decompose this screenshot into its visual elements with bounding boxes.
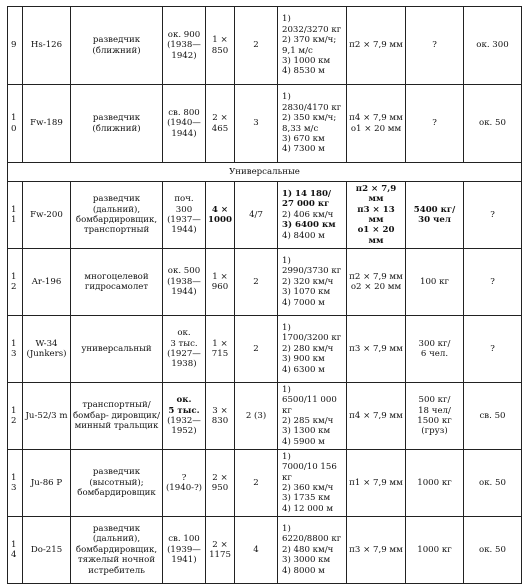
cell-line: 2032/3270 кг [282, 24, 342, 35]
cell-line: 2830/4170 кг [282, 102, 342, 113]
engine-power [206, 316, 235, 383]
cell-line: п2 × 7,9 мм [349, 271, 403, 282]
cell-text: W-34 [35, 338, 58, 349]
engine-power [206, 7, 235, 85]
cell-line: о1 × 20 мм [357, 225, 395, 246]
cell-line: 1944) [171, 287, 197, 298]
cell-line: (груз) [421, 426, 448, 437]
aircraft-name [23, 182, 71, 249]
table-row [8, 182, 522, 249]
row-number [8, 7, 23, 85]
cell-line: п4 × 7,9 мм [349, 410, 403, 421]
cell-line: 1700/3200 кг [282, 333, 342, 344]
cell-line: 960 [211, 282, 229, 292]
aircraft-name [23, 249, 71, 316]
cell-text: 4 [253, 544, 259, 555]
table-row [8, 450, 522, 517]
armament [347, 316, 406, 383]
crew-count [235, 383, 278, 450]
production-count [163, 182, 206, 249]
cell-text: Универсальные [229, 166, 300, 177]
cell-line: 4) 12 000 м [282, 503, 334, 514]
cell-line: 1000 [208, 215, 232, 225]
cell-line: п2 × 7,9 мм [349, 40, 403, 51]
cell-text: Ju-52/3 m [25, 410, 68, 421]
cell-text: 2 (3) [245, 410, 267, 421]
cell-line: 1) 14 180/ [282, 188, 332, 199]
cell-line: 4) 7000 м [282, 297, 325, 308]
cell-line: разведчик [92, 113, 141, 124]
cell-text: 4/7 [249, 209, 263, 220]
aircraft-name [23, 7, 71, 85]
cell-line: 2 × [212, 113, 228, 124]
cell-text: 14 [11, 539, 17, 560]
engine-power [206, 249, 235, 316]
cell-line: ок. [176, 395, 192, 406]
cell-line: истребитель [88, 565, 145, 576]
cell-line: 4) 5900 м [282, 436, 325, 447]
cell-line: (1938— [167, 276, 201, 287]
cell-line: (ближний) [92, 45, 141, 56]
armament [347, 182, 406, 249]
cell-line: 4) 7300 м [282, 144, 325, 155]
armament [347, 383, 406, 450]
cell-line: 1941) [171, 555, 197, 566]
remaining-count [464, 85, 522, 163]
cell-line: (1938— [167, 40, 201, 51]
cell-line: (дальний), [92, 534, 141, 545]
cell-line: 1500 кг [417, 416, 452, 426]
cell-line: 2 × [212, 539, 228, 550]
cell-line: 1) [282, 14, 291, 25]
performance-specs [278, 316, 347, 383]
cell-line: 1000 кг [417, 544, 452, 555]
cell-text: 3 [253, 118, 259, 129]
payload [406, 7, 464, 85]
cell-line: 4 × [211, 204, 229, 215]
cell-line: 850 [211, 45, 229, 56]
cell-line: 950 [211, 483, 229, 493]
cell-line: 2 × [212, 472, 228, 483]
cell-text: Fw-200 [30, 209, 63, 220]
cell-line: поч. 300 [174, 194, 194, 215]
cell-line: 830 [211, 416, 229, 426]
engine-power [206, 182, 235, 249]
cell-line: 1944) [171, 128, 197, 139]
cell-line: 6 чел. [420, 349, 449, 359]
aircraft-name [23, 85, 71, 163]
cell-text: 9 [11, 40, 17, 51]
cell-line: 3 тыс. [170, 338, 198, 349]
cell-line: 2) 370 км/ч; [282, 35, 337, 46]
cell-line: разведчик [92, 35, 141, 46]
cell-line: 1938) [171, 359, 197, 370]
cell-line: 5 тыс. [168, 405, 200, 416]
row-number [8, 85, 23, 163]
cell-line: 715 [211, 349, 229, 359]
cell-line: разведчик [92, 467, 141, 478]
table-row [8, 517, 522, 584]
cell-line: св. 100 [168, 534, 200, 545]
cell-line: многоцелевой [84, 271, 149, 282]
cell-line: бомбар- дировщик/ [73, 410, 160, 421]
cell-line: п3 × 7,9 мм [349, 343, 403, 354]
cell-line: 3) 6400 км [282, 220, 336, 231]
performance-specs [278, 517, 347, 584]
aircraft-role [71, 383, 163, 450]
armament [347, 7, 406, 85]
cell-line: св. 800 [168, 107, 200, 118]
cell-line: (1932— [167, 416, 201, 426]
cell-line: 4) 8000 м [282, 565, 325, 576]
performance-specs [278, 249, 347, 316]
engine-power [206, 450, 235, 517]
cell-line: универсальный [81, 343, 152, 354]
performance-specs [278, 450, 347, 517]
performance-specs [278, 7, 347, 85]
cell-text: 13 [11, 338, 17, 359]
cell-line: 1) [282, 451, 291, 462]
aircraft-role [71, 249, 163, 316]
cell-line: 18 чел/ [418, 405, 451, 416]
aircraft-role [71, 7, 163, 85]
cell-line: 1944) [171, 225, 197, 236]
cell-line: 3) 900 км [282, 354, 325, 365]
cell-line: 2) 406 км/ч [282, 209, 334, 220]
engine-power [206, 85, 235, 163]
cell-line: 3) 1735 км [282, 493, 331, 504]
payload [406, 249, 464, 316]
cell-text: 12 [11, 271, 17, 292]
cell-line: разведчик [92, 523, 141, 534]
remaining-count [464, 450, 522, 517]
armament [347, 517, 406, 584]
cell-text: 2 [253, 276, 259, 287]
armament [347, 450, 406, 517]
cell-line: 300 кг/ [418, 338, 451, 349]
table-row [8, 249, 522, 316]
cell-line: 6220/8800 кг [282, 534, 342, 545]
cell-line: 5400 кг/ [413, 204, 456, 215]
row-number [8, 383, 23, 450]
aircraft-name [23, 450, 71, 517]
row-number [8, 316, 23, 383]
payload [406, 85, 464, 163]
production-count [163, 517, 206, 584]
performance-specs [278, 383, 347, 450]
cell-line: 4) 8400 м [282, 230, 325, 241]
cell-line: 3) 3000 км [282, 555, 331, 566]
aircraft-role [71, 316, 163, 383]
cell-line: о1 × 20 мм [350, 123, 402, 134]
cell-text: 2 [253, 477, 259, 488]
cell-text: Fw-189 [30, 118, 63, 129]
cell-line: 9,1 м/с [282, 45, 313, 56]
cell-line: 3) 1300 км [282, 426, 331, 437]
table-row [8, 383, 522, 450]
table-row [8, 85, 522, 163]
cell-line: 1) [282, 523, 291, 534]
cell-line: 2) 360 км/ч [282, 483, 334, 493]
aircraft-name [23, 316, 71, 383]
cell-line: 2) 480 км/ч [282, 544, 334, 555]
cell-line: 2) 320 км/ч [282, 276, 334, 287]
cell-line: 1175 [209, 550, 231, 560]
cell-line: 27 000 кг [282, 199, 330, 210]
table-row [8, 7, 522, 85]
table-body [8, 7, 522, 584]
cell-text: 13 [11, 472, 17, 493]
cell-line: гидросамолет [84, 282, 149, 292]
cell-line: 465 [211, 123, 229, 134]
aircraft-role [71, 450, 163, 517]
cell-line: (1937— [167, 215, 201, 225]
cell-text: ок. 50 [479, 544, 506, 555]
cell-text: 11 [11, 204, 17, 225]
cell-line: 1) [282, 384, 291, 395]
production-count [163, 249, 206, 316]
aircraft-role [71, 85, 163, 163]
cell-text: Ar-196 [31, 276, 62, 287]
cell-text: (Junkers) [26, 349, 67, 359]
cell-line: 1952) [171, 426, 197, 437]
cell-text: св. 50 [479, 410, 506, 421]
cell-line: 2) 350 км/ч; [282, 113, 337, 124]
armament [347, 85, 406, 163]
cell-line: 1) [282, 255, 291, 266]
cell-line: 1 × [212, 338, 228, 349]
cell-text: ? [490, 209, 495, 220]
cell-line: п1 × 7,9 мм [349, 477, 403, 488]
cell-line: 2990/3730 кг [282, 266, 342, 277]
cell-text: 2 [253, 40, 259, 51]
cell-line: 7000/10 156 кг [282, 462, 337, 483]
cell-line: 1) [282, 92, 291, 103]
cell-line: тяжелый ночной [77, 555, 156, 566]
cell-text: 2 [253, 343, 259, 354]
production-count [163, 450, 206, 517]
row-number [8, 249, 23, 316]
cell-text: Hs-126 [30, 40, 63, 51]
cell-line: 1 × [212, 271, 228, 282]
cell-text: ок. 50 [479, 118, 506, 129]
payload [406, 450, 464, 517]
cell-line: ? [181, 472, 187, 483]
engine-power [206, 383, 235, 450]
cell-line: (высотный); [89, 477, 144, 488]
remaining-count [464, 7, 522, 85]
crew-count [235, 517, 278, 584]
cell-line: ? [432, 40, 437, 51]
cell-line: ок. [177, 328, 191, 339]
cell-line: (1927— [167, 349, 201, 359]
cell-line: разведчик [92, 194, 141, 205]
aircraft-role [71, 517, 163, 584]
row-number [8, 450, 23, 517]
cell-line: о2 × 20 мм [350, 282, 402, 292]
production-count [163, 85, 206, 163]
crew-count [235, 316, 278, 383]
payload [406, 182, 464, 249]
aircraft-name [23, 517, 71, 584]
remaining-count [464, 182, 522, 249]
cell-line: п2 × 7,9 мм [355, 183, 397, 205]
cell-line: 1942) [171, 50, 197, 61]
aircraft-role [71, 182, 163, 249]
cell-line: п3 × 7,9 мм [349, 544, 403, 555]
cell-line: 3) 1000 км [282, 55, 331, 66]
aircraft-name [23, 383, 71, 450]
cell-line: ок. 900 [167, 29, 201, 40]
crew-count [235, 450, 278, 517]
cell-line: (дальний), [92, 204, 141, 215]
cell-line: ок. 500 [167, 266, 201, 277]
cell-text: 10 [11, 113, 17, 134]
cell-line: 4) 8530 м [282, 66, 325, 77]
crew-count [235, 182, 278, 249]
remaining-count [464, 517, 522, 584]
production-count [163, 7, 206, 85]
cell-line: (1940— [167, 118, 201, 129]
row-number [8, 517, 23, 584]
cell-line: 1000 кг [417, 477, 452, 488]
cell-line: 2) 280 км/ч [282, 343, 334, 354]
cell-line: 8,33 м/с [282, 123, 319, 134]
payload [406, 517, 464, 584]
performance-specs [278, 85, 347, 163]
cell-line: п4 × 7,9 мм [349, 113, 403, 124]
crew-count [235, 7, 278, 85]
cell-text: ок. 50 [479, 477, 506, 488]
row-number [8, 182, 23, 249]
remaining-count [464, 316, 522, 383]
cell-text: Do-215 [30, 544, 63, 555]
cell-line: п3 × 13 мм [357, 204, 395, 225]
crew-count [235, 249, 278, 316]
cell-line: (1940-?) [165, 483, 203, 493]
cell-line: 2) 285 км/ч [282, 416, 334, 426]
engine-power [206, 517, 235, 584]
cell-line: транспортный/ [82, 400, 151, 411]
cell-line: минный тральщик [74, 421, 159, 432]
payload [406, 316, 464, 383]
cell-line: бомбардировщик [77, 488, 156, 499]
production-count [163, 316, 206, 383]
cell-text: 12 [11, 405, 17, 426]
cell-line: 100 кг [419, 276, 449, 287]
cell-line: (1939— [167, 544, 201, 555]
remaining-count [464, 383, 522, 450]
cell-line: бомбардировщик, [75, 215, 158, 225]
cell-line: 500 кг/ [418, 395, 451, 406]
cell-line: 1 × [212, 35, 228, 46]
cell-text: Ju-86 P [30, 477, 63, 488]
table-row [8, 316, 522, 383]
cell-line: 3 × [212, 405, 228, 416]
cell-line: бомбардировщик, [75, 544, 158, 555]
production-count [163, 383, 206, 450]
cell-line: 3) 1070 км [282, 287, 331, 298]
cell-text: ? [490, 276, 495, 287]
cell-text: ок. 300 [476, 40, 509, 51]
cell-line: 30 чел [418, 215, 451, 225]
cell-line: 4) 6300 м [282, 364, 325, 375]
cell-text: ? [490, 343, 495, 354]
aircraft-table [7, 6, 522, 584]
cell-line: (ближний) [92, 123, 141, 134]
remaining-count [464, 249, 522, 316]
cell-line: 6500/11 000 кг [282, 395, 337, 416]
armament [347, 249, 406, 316]
cell-line: ? [432, 118, 437, 129]
payload [406, 383, 464, 450]
section-header [8, 163, 522, 182]
cell-line: транспортный [83, 225, 150, 236]
section-row [8, 163, 522, 182]
cell-line: 3) 670 км [282, 133, 325, 144]
cell-line: 1) [282, 322, 291, 333]
crew-count [235, 85, 278, 163]
performance-specs [278, 182, 347, 249]
